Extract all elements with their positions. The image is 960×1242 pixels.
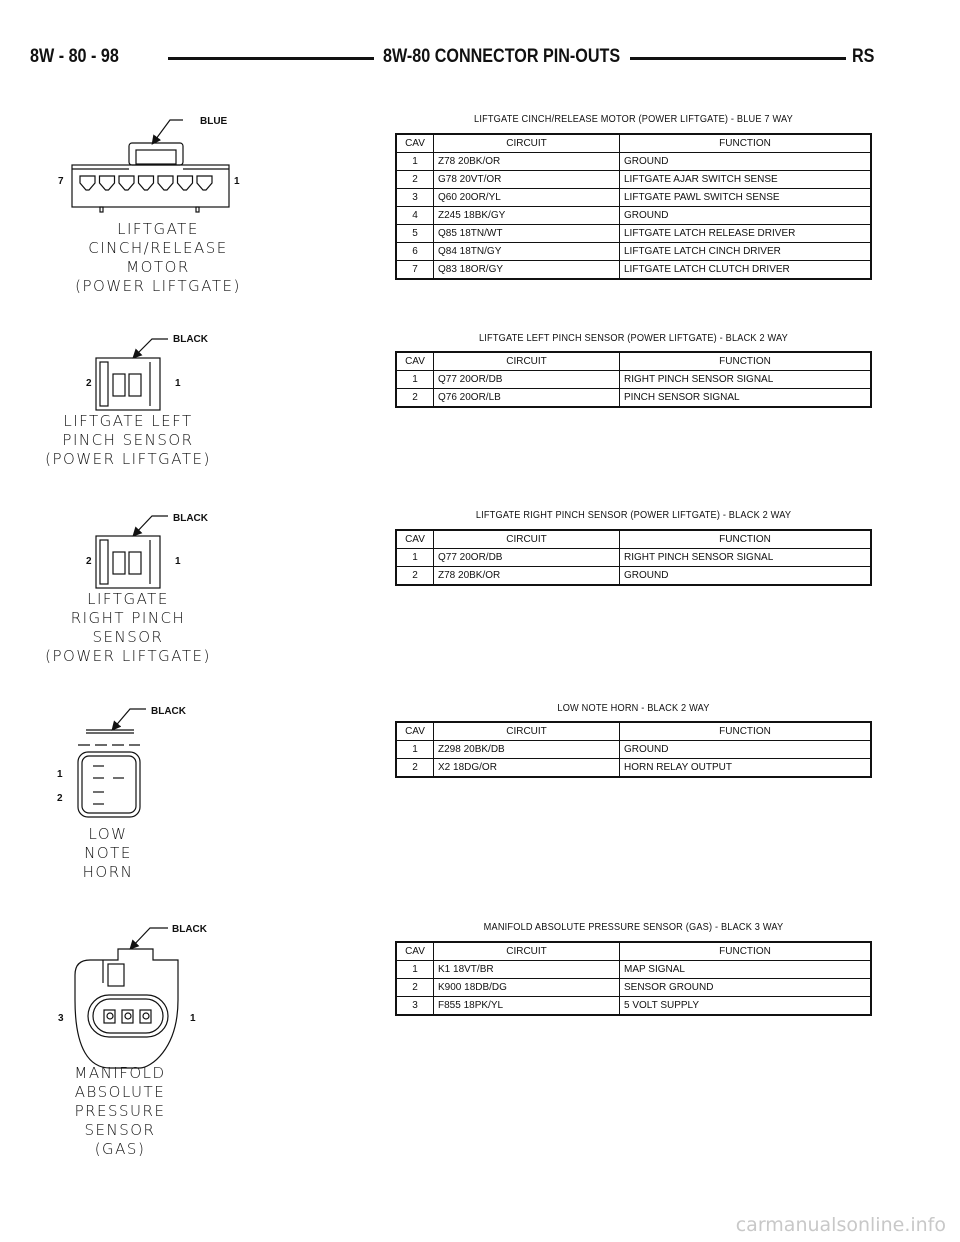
connector-color-label: BLACK (151, 706, 186, 717)
connector-color-label: BLACK (172, 924, 207, 935)
connector-name-line: ABSOLUTE (74, 1083, 166, 1101)
table-row (396, 549, 871, 567)
pin-number-label: 1 (175, 556, 181, 567)
function-cell: GROUND (620, 567, 872, 586)
cav-cell: 1 (396, 549, 434, 567)
table-row (396, 371, 871, 389)
connector-name-line: MOTOR (126, 258, 190, 276)
circuit-cell: K900 18DB/DG (434, 979, 620, 997)
model-code: RS (852, 46, 875, 67)
map-sensor-connector-icon (75, 928, 178, 1068)
connector-name-line: LIFTGATE (117, 220, 199, 238)
circuit-cell: Q77 20OR/DB (434, 371, 620, 389)
column-header-circuit: CIRCUIT (434, 530, 620, 549)
column-header-function: FUNCTION (620, 722, 872, 741)
table-header-row (396, 352, 871, 371)
circuit-cell: K1 18VT/BR (434, 961, 620, 979)
cav-cell: 1 (396, 371, 434, 389)
pinout-table (395, 721, 872, 778)
cav-cell: 4 (396, 207, 434, 225)
cav-cell: 6 (396, 243, 434, 261)
connector-color-label: BLACK (173, 334, 208, 345)
column-header-cav: CAV (396, 722, 434, 741)
function-cell: PINCH SENSOR SIGNAL (620, 389, 872, 408)
table-header-row (396, 134, 871, 153)
connector-name-line: HORN (82, 863, 134, 881)
connector-name-line: (POWER LIFTGATE) (75, 277, 241, 295)
cav-cell: 1 (396, 153, 434, 171)
table-header-row (396, 722, 871, 741)
column-header-function: FUNCTION (620, 352, 872, 371)
pin-cavity-icon (139, 176, 154, 190)
left-pinch-connector-icon (96, 339, 168, 410)
column-header-cav: CAV (396, 942, 434, 961)
circuit-cell: Z245 18BK/GY (434, 207, 620, 225)
table-row (396, 243, 871, 261)
function-cell: GROUND (620, 207, 872, 225)
cav-cell: 7 (396, 261, 434, 280)
table-row (396, 389, 871, 408)
page-number: 8W - 80 - 98 (30, 46, 119, 67)
connector-name-line: PRESSURE (74, 1102, 166, 1120)
cav-cell: 2 (396, 567, 434, 586)
function-cell: LIFTGATE PAWL SWITCH SENSE (620, 189, 872, 207)
connector-name-line: SENSOR (92, 628, 164, 646)
circuit-cell: G78 20VT/OR (434, 171, 620, 189)
circuit-cell: X2 18DG/OR (434, 759, 620, 778)
column-header-cav: CAV (396, 134, 434, 153)
cav-cell: 1 (396, 961, 434, 979)
connector-color-label: BLUE (200, 116, 228, 127)
table-row (396, 225, 871, 243)
function-cell: MAP SIGNAL (620, 961, 872, 979)
connector-table-title: LOW NOTE HORN - BLACK 2 WAY (557, 703, 710, 714)
pin-cavity-icon (158, 176, 173, 190)
circuit-cell: Q77 20OR/DB (434, 549, 620, 567)
table-header-row (396, 530, 871, 549)
table-row (396, 153, 871, 171)
table-row (396, 997, 871, 1016)
connector-table-title: LIFTGATE RIGHT PINCH SENSOR (POWER LIFTGATE) - BLACK 2 WAY (475, 510, 792, 521)
horn-connector-icon (78, 709, 146, 817)
function-cell: HORN RELAY OUTPUT (620, 759, 872, 778)
table-row (396, 741, 871, 759)
function-cell: GROUND (620, 153, 872, 171)
connector-name-line: (POWER LIFTGATE) (45, 647, 211, 665)
connector-name-line: LOW (88, 825, 128, 843)
pinout-table (395, 351, 872, 408)
column-header-cav: CAV (396, 352, 434, 371)
cav-cell: 2 (396, 389, 434, 408)
function-cell: 5 VOLT SUPPLY (620, 997, 872, 1016)
function-cell: SENSOR GROUND (620, 979, 872, 997)
connector-name-line: MANIFOLD (74, 1064, 166, 1082)
circuit-cell: Z298 20BK/DB (434, 741, 620, 759)
table-header-row (396, 942, 871, 961)
connector-table-title: LIFTGATE LEFT PINCH SENSOR (POWER LIFTGATE) - BLACK 2 WAY (478, 333, 789, 344)
connector-name-line: NOTE (84, 844, 132, 862)
cav-cell: 2 (396, 759, 434, 778)
connector-name-line: (POWER LIFTGATE) (45, 450, 211, 468)
pinout-table (395, 529, 872, 586)
pin-number-label: 2 (57, 793, 63, 804)
right-pinch-connector-icon (96, 516, 168, 588)
circuit-cell: Q60 20OR/YL (434, 189, 620, 207)
circuit-cell: Q84 18TN/GY (434, 243, 620, 261)
table-row (396, 207, 871, 225)
pin-cavity-icon (178, 176, 193, 190)
connector-table-title: MANIFOLD ABSOLUTE PRESSURE SENSOR (GAS) - BLACK 3 WAY (483, 922, 784, 933)
circuit-cell: Q85 18TN/WT (434, 225, 620, 243)
pinout-table (395, 941, 872, 1016)
connector-name-line: LIFTGATE (87, 590, 169, 608)
table-row (396, 171, 871, 189)
function-cell: GROUND (620, 741, 872, 759)
pin-cavity-icon (119, 176, 134, 190)
cav-cell: 1 (396, 741, 434, 759)
pin-number-label: 1 (190, 1013, 196, 1024)
table-row (396, 261, 871, 280)
column-header-function: FUNCTION (620, 942, 872, 961)
cav-cell: 5 (396, 225, 434, 243)
circuit-cell: Q83 18OR/GY (434, 261, 620, 280)
connector-name-line: RIGHT PINCH (70, 609, 186, 627)
function-cell: RIGHT PINCH SENSOR SIGNAL (620, 549, 872, 567)
pin-cavity-icon (100, 176, 115, 190)
connector-name-line: CINCH/RELEASE (88, 239, 228, 257)
column-header-circuit: CIRCUIT (434, 722, 620, 741)
column-header-cav: CAV (396, 530, 434, 549)
circuit-cell: Z78 20BK/OR (434, 153, 620, 171)
pin-cavity-icon (197, 176, 212, 190)
table-row (396, 759, 871, 778)
connector-name-line: PINCH SENSOR (62, 431, 194, 449)
pin-number-label: 2 (86, 378, 92, 389)
table-row (396, 567, 871, 586)
connector-table-title: LIFTGATE CINCH/RELEASE MOTOR (POWER LIFTGATE) - BLUE 7 WAY (474, 114, 793, 125)
column-header-circuit: CIRCUIT (434, 134, 620, 153)
connector-name-line: SENSOR (84, 1121, 156, 1139)
function-cell: LIFTGATE LATCH CINCH DRIVER (620, 243, 872, 261)
pin-number-label: 2 (86, 556, 92, 567)
pin-number-label: 7 (58, 176, 64, 187)
header-rule-right (630, 57, 846, 60)
function-cell: RIGHT PINCH SENSOR SIGNAL (620, 371, 872, 389)
circuit-cell: Z78 20BK/OR (434, 567, 620, 586)
pin-number-label: 1 (234, 176, 240, 187)
connector-color-label: BLACK (173, 513, 208, 524)
connector-name-line: LIFTGATE LEFT (63, 412, 193, 430)
column-header-function: FUNCTION (620, 530, 872, 549)
column-header-circuit: CIRCUIT (434, 352, 620, 371)
column-header-circuit: CIRCUIT (434, 942, 620, 961)
column-header-function: FUNCTION (620, 134, 872, 153)
pin-number-label: 1 (175, 378, 181, 389)
cinch-motor-connector-icon (72, 120, 229, 212)
function-cell: LIFTGATE AJAR SWITCH SENSE (620, 171, 872, 189)
function-cell: LIFTGATE LATCH CLUTCH DRIVER (620, 261, 872, 280)
pin-number-label: 3 (58, 1013, 64, 1024)
cav-cell: 3 (396, 997, 434, 1016)
watermark: carmanualsonline.info (735, 1214, 946, 1236)
table-row (396, 979, 871, 997)
pin-cavity-icon (80, 176, 95, 190)
connector-name-line: (GAS) (94, 1140, 146, 1158)
connector-drawings (0, 0, 390, 1242)
section-title: 8W-80 CONNECTOR PIN-OUTS (383, 46, 621, 67)
table-row (396, 961, 871, 979)
table-row (396, 189, 871, 207)
cav-cell: 3 (396, 189, 434, 207)
circuit-cell: F855 18PK/YL (434, 997, 620, 1016)
cav-cell: 2 (396, 171, 434, 189)
function-cell: LIFTGATE LATCH RELEASE DRIVER (620, 225, 872, 243)
circuit-cell: Q76 20OR/LB (434, 389, 620, 408)
cav-cell: 2 (396, 979, 434, 997)
pinout-table (395, 133, 872, 280)
pin-number-label: 1 (57, 769, 63, 780)
